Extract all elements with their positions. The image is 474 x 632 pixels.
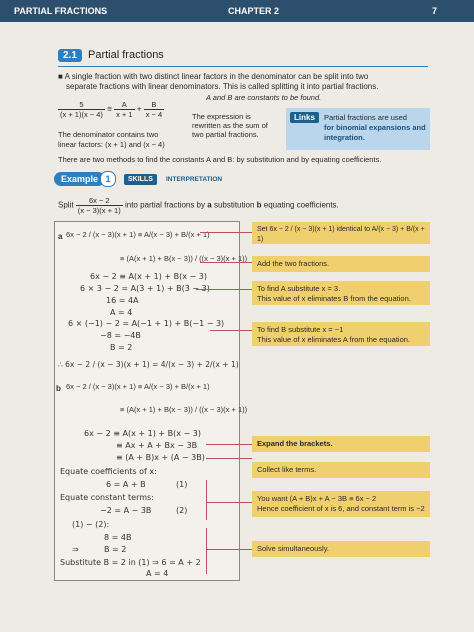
example-label: Example <box>54 172 105 186</box>
work-line-19: (1) <box>176 480 188 489</box>
example-task: into partial fractions by <box>124 200 206 210</box>
note-compare <box>252 491 430 517</box>
example-denominator: (x − 3)(x + 1) <box>77 206 121 215</box>
skills-tag: SKILLS <box>124 174 157 185</box>
header-topic: PARTIAL FRACTIONS <box>14 6 108 16</box>
fraction-a-denominator: x + 1 <box>116 110 133 119</box>
note-add-fractions: Add the two fractions. <box>252 256 430 272</box>
intro-identity <box>58 100 164 119</box>
header-page-number: 7 <box>432 6 438 16</box>
fraction-a-numerator: A <box>114 100 134 110</box>
part-a-task: substitution <box>213 200 255 210</box>
work-line-18: 6 = A + B <box>106 480 146 489</box>
note-compare-line-1: You want (A + B)x + A − 3B ≡ 6x − 2 <box>257 494 377 503</box>
note-substitute-3-line-2: This value of x eliminates B from the equation. <box>257 294 411 303</box>
work-line-16: ≡ (A + B)x + (A − 3B) <box>116 453 205 462</box>
links-line-2: for binomial expansions and <box>324 123 426 132</box>
work-line-13: ≡ (A(x + 1) + B(x − 3)) / ((x − 3)(x + 1)) <box>120 405 248 414</box>
rewrite-note-3: two partial fractions. <box>192 130 259 139</box>
connector-6 <box>206 458 252 459</box>
rewrite-note-2: rewritten as the sum of <box>192 121 268 130</box>
links-line-3: integration. <box>324 133 365 142</box>
work-line-1: 6x − 2 / (x − 3)(x + 1) ≡ A/(x − 3) + B/(x + 1) <box>66 230 210 239</box>
work-line-24: 8 = 4B <box>104 533 132 542</box>
work-line-9: B = 2 <box>110 343 133 352</box>
work-line-26: B = 2 <box>104 545 127 554</box>
page-header <box>0 0 474 22</box>
work-line-20: Equate constant terms: <box>60 493 154 502</box>
work-line-21: −2 = A − 3B <box>100 506 152 515</box>
rewrite-note-1: The expression is <box>192 112 251 121</box>
identity-sign: ≡ <box>107 104 112 114</box>
work-line-12: 6x − 2 / (x − 3)(x + 1) ≡ A/(x − 3) + B/(x + 1) <box>66 382 210 391</box>
connector-2 <box>200 262 252 263</box>
bracket-coefficients <box>206 480 207 520</box>
example-fraction <box>76 196 123 215</box>
denominator-note-2: linear factors: (x + 1) and (x − 4) <box>58 140 165 149</box>
work-line-7: 6 × (−1) − 2 = A(−1 + 1) + B(−1 − 3) <box>68 319 225 328</box>
lhs-denominator: (x + 1)(x − 4) <box>60 110 103 119</box>
example-numerator: 6x − 2 <box>76 196 123 206</box>
part-b-label: b <box>256 200 262 210</box>
part-b-task: equating coefficients. <box>263 200 339 210</box>
work-line-25: ⇒ <box>72 545 79 554</box>
work-line-28: A = 4 <box>146 569 169 578</box>
intro-line-1: ■ A single fraction with two distinct linear factors in the denominator can be split into two <box>58 72 369 81</box>
section-number: 2.1 <box>58 49 82 62</box>
connector-3 <box>196 289 252 290</box>
connector-7 <box>206 502 252 503</box>
plus-sign: + <box>136 104 142 114</box>
work-line-6: A = 4 <box>110 308 133 317</box>
work-line-23: (1) − (2): <box>72 520 110 529</box>
work-line-2: ≡ (A(x + 1) + B(x − 3)) / ((x − 3)(x + 1)) <box>120 254 248 263</box>
bracket-simultaneous <box>206 528 207 574</box>
connector-1 <box>200 232 252 233</box>
work-line-5: 16 = 4A <box>106 296 139 305</box>
work-line-22: (2) <box>176 506 188 515</box>
methods-text: There are two methods to find the constants A and B: by substitution and by equating coefficients. <box>58 155 382 164</box>
fraction-a <box>114 100 134 119</box>
connector-5 <box>206 444 252 445</box>
fraction-b-numerator: B <box>144 100 164 110</box>
constants-note: A and B are constants to be found. <box>206 93 322 102</box>
example-badge <box>54 172 118 186</box>
part-a-label: a <box>207 200 212 210</box>
work-line-15: ≡ Ax + A + Bx − 3B <box>116 441 198 450</box>
header-chapter: CHAPTER 2 <box>228 6 280 16</box>
note-substitute-minus-1-line-2: This value of x eliminates A from the equation. <box>257 335 410 344</box>
note-substitute-3-line-1: To find A substitute x = 3. <box>257 284 341 293</box>
connector-8 <box>206 549 252 550</box>
note-compare-line-2: Hence coefficient of x is 6, and constant term is −2 <box>257 504 425 513</box>
example-prompt <box>58 196 339 215</box>
work-part-b: b <box>56 384 61 393</box>
denominator-note-1: The denominator contains two <box>58 130 159 139</box>
fraction-b-denominator: x − 4 <box>145 110 163 119</box>
work-line-4: 6 × 3 − 2 = A(3 + 1) + B(3 − 3) <box>80 284 210 293</box>
fraction-b <box>144 100 164 119</box>
work-line-14: 6x − 2 ≡ A(x + 1) + B(x − 3) <box>84 429 201 438</box>
intro-line-2: separate fractions with linear denominators. This is called splitting it into partial fractions. <box>66 82 379 91</box>
note-substitute-minus-1-line-1: To find B substitute x = −1 <box>257 325 344 334</box>
note-expand: Expand the brackets. <box>252 436 430 452</box>
work-line-27: Substitute B = 2 in (1) ⇒ 6 = A + 2 <box>60 558 201 567</box>
work-line-3: 6x − 2 ≡ A(x + 1) + B(x − 3) <box>90 272 207 281</box>
section-heading <box>58 48 248 64</box>
note-substitute-minus-1 <box>252 322 430 346</box>
work-line-10: ∴ 6x − 2 / (x − 3)(x + 1) = 4/(x − 3) + 2/(x + 1) <box>58 360 239 369</box>
connector-4 <box>210 330 252 331</box>
work-line-17: Equate coefficients of x: <box>60 467 157 476</box>
skill-name: INTERPRETATION <box>166 176 223 183</box>
note-collect: Collect like terms. <box>252 462 430 478</box>
links-line-1: Partial fractions are used <box>324 113 407 122</box>
split-word: Split <box>58 200 74 210</box>
section-title: Partial fractions <box>88 49 164 61</box>
links-tag: Links <box>290 112 319 123</box>
work-line-8: −8 = −4B <box>100 331 141 340</box>
note-substitute-3 <box>252 281 430 305</box>
work-part-a: a <box>58 232 63 241</box>
note-set-identical: Set 6x − 2 / (x − 3)(x + 1) identical to A/(x − 3) + B/(x + 1) <box>252 222 430 244</box>
note-simultaneous: Solve simultaneously. <box>252 541 430 557</box>
lhs-fraction <box>58 100 105 119</box>
links-box <box>286 108 430 150</box>
example-number: 1 <box>100 171 116 187</box>
section-rule <box>58 66 428 67</box>
lhs-numerator: 5 <box>58 100 105 110</box>
